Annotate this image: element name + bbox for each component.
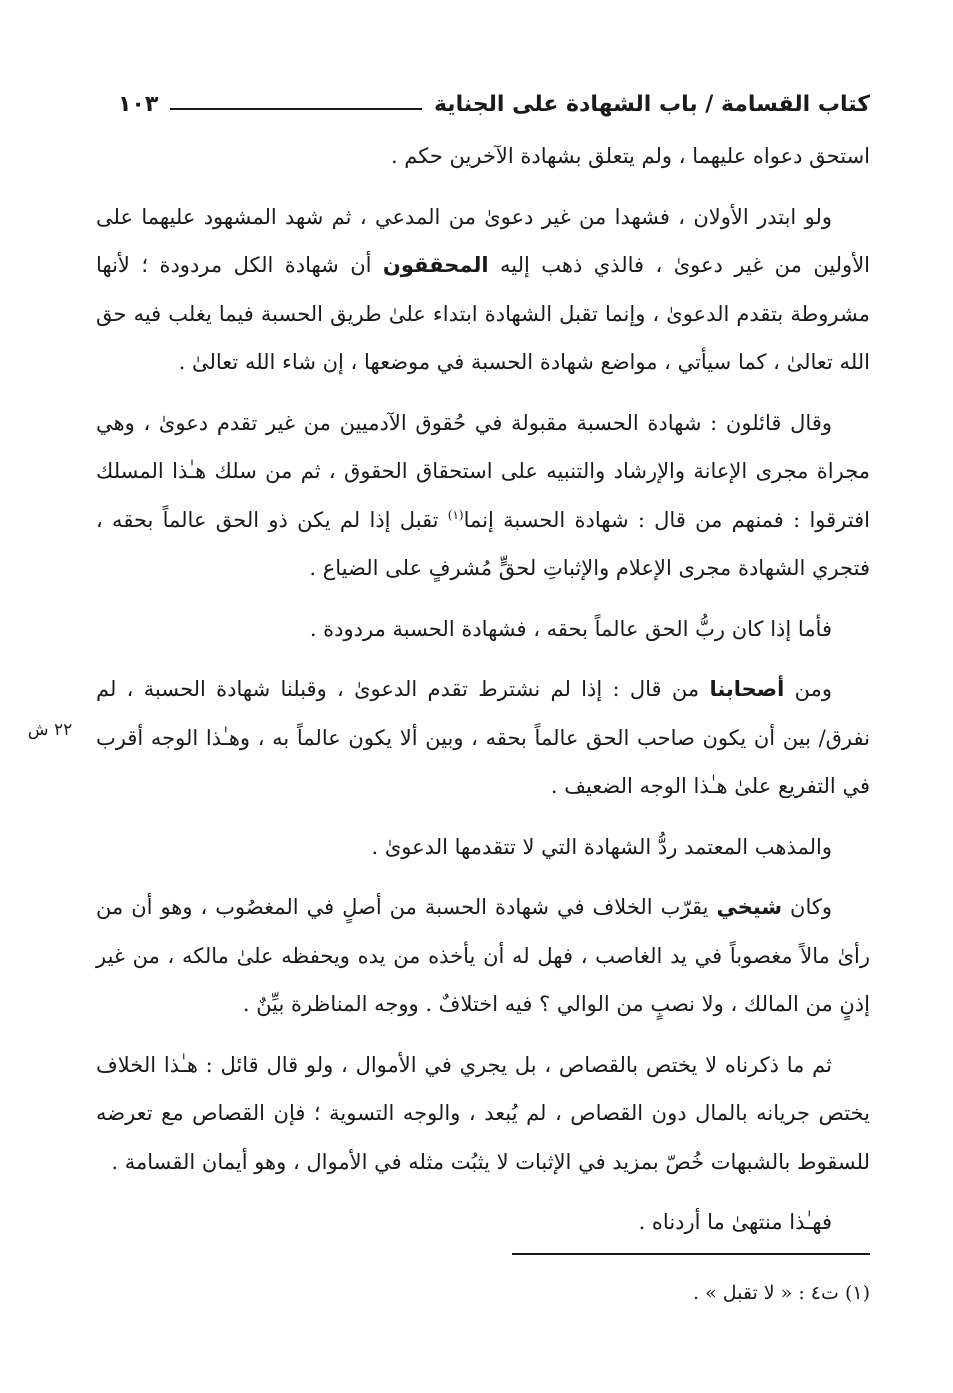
paragraph-text: ومن — [794, 677, 832, 701]
paragraph — [96, 823, 870, 872]
page-number: ١٠٣ — [118, 92, 159, 117]
paragraph-text: فأما إذا كان ربُّ الحق عالماً بحقه ، فشهادة الحسبة مردودة . — [309, 616, 832, 641]
header-rule — [170, 108, 422, 110]
paragraph — [96, 132, 870, 181]
paragraph — [96, 1041, 870, 1187]
footnote-rule — [512, 1253, 870, 1255]
paragraph — [96, 665, 870, 811]
paragraph-text: والمذهب المعتمد ردُّ الشهادة التي لا تتقدمها الدعوىٰ . — [371, 834, 832, 859]
paragraph-text: تقبل إذا لم يكن ذو الحق عالماً بحقه ، فتجري الشهادة مجرى الإعلام والإثباتِ لحقٍّ مُشرفٍ على الضياع . — [96, 507, 870, 580]
paragraph-text: وكان — [790, 895, 833, 919]
bold-term: أصحابنا — [709, 677, 785, 701]
paragraph-text: فهـٰذا منتهىٰ ما أردناه . — [638, 1210, 832, 1234]
paragraph — [96, 605, 870, 654]
chapter-title: كتاب القسامة / باب الشهادة على الجناية — [433, 92, 870, 117]
paragraph — [96, 399, 870, 593]
paragraph-text: من قال : إذا لم نشترط تقدم الدعوىٰ ، وقبلنا شهادة الحسبة ، لم نفرق/ بين أن يكون صاحب الحق عالماً بحقه ، وبين ألا يكون عالماً به ، وهـٰذا الوجه أقرب في التفريع علىٰ هـٰذا الوجه الضعيف . — [96, 677, 870, 798]
bold-term: المحققون — [382, 253, 489, 277]
paragraph-text: وقال قائلون : شهادة الحسبة مقبولة في حُقوق الآدميين من غير تقدم دعوىٰ ، وهي مجراة مجرى الإعانة والإرشاد والتنبيه على استحقاق الحقوق ، ثم من سلك هـٰذا المسلك افترقوا : فمنهم من قال : شهادة الحسبة إنما — [96, 410, 870, 532]
footnote: (١) ت٤ : « لا تقبل » . — [693, 1282, 870, 1304]
paragraph-text: ثم ما ذكرناه لا يختص بالقصاص ، بل يجري في الأموال ، ولو قال قائل : هـٰذا الخلاف يختص جريانه بالمال دون القصاص ، لم يُبعد ، والوجه التسوية ؛ فإن القصاص مع تعرضه للسقوط بالشبهات خُصّ بمزيد في الإثبات لا يثبُت مثله في الأموال ، وهو أيمان القسامة . — [96, 1052, 870, 1174]
paragraph — [96, 1198, 870, 1247]
main-text — [96, 132, 870, 1259]
paragraph-text: أن شهادة الكل مردودة ؛ لأنها مشروطة بتقدم الدعوىٰ ، وإنما تقبل الشهادة ابتداء علىٰ طريق الحسبة فيما يغلب فيه حق الله تعالىٰ ، كما سيأتي ، مواضع شهادة الحسبة في موضعها ، إن شاء الله تعالىٰ . — [96, 253, 870, 374]
paragraph — [96, 193, 870, 387]
paragraph-text: يقرّب الخلاف في شهادة الحسبة من أصلٍ في المغصُوب ، وهو أن من رأىٰ مالاً مغصوباً في يد الغاصب ، فهل له أن يأخذه من يده ويحفظه علىٰ مالكه ، من غير إذنٍ من المالك ، ولا نصبٍ من الوالي ؟ فيه اختلافٌ . ووجه المناظرة بيِّنٌ . — [96, 895, 870, 1016]
bold-term: شيخي — [716, 895, 783, 919]
paragraph-text: ولو ابتدر الأولان ، فشهدا من غير دعوىٰ من المدعي ، ثم شهد المشهود عليهما على الأولين من غير دعوىٰ ، فالذي ذهب إليه — [96, 204, 870, 277]
margin-note: ٢٢ ش — [27, 720, 73, 740]
paragraph-text: استحق دعواه عليهما ، ولم يتعلق بشهادة الآخرين حكم . — [390, 144, 870, 168]
running-header — [118, 80, 870, 120]
footnote-marker[interactable]: (١) — [447, 507, 464, 522]
paragraph — [96, 883, 870, 1029]
